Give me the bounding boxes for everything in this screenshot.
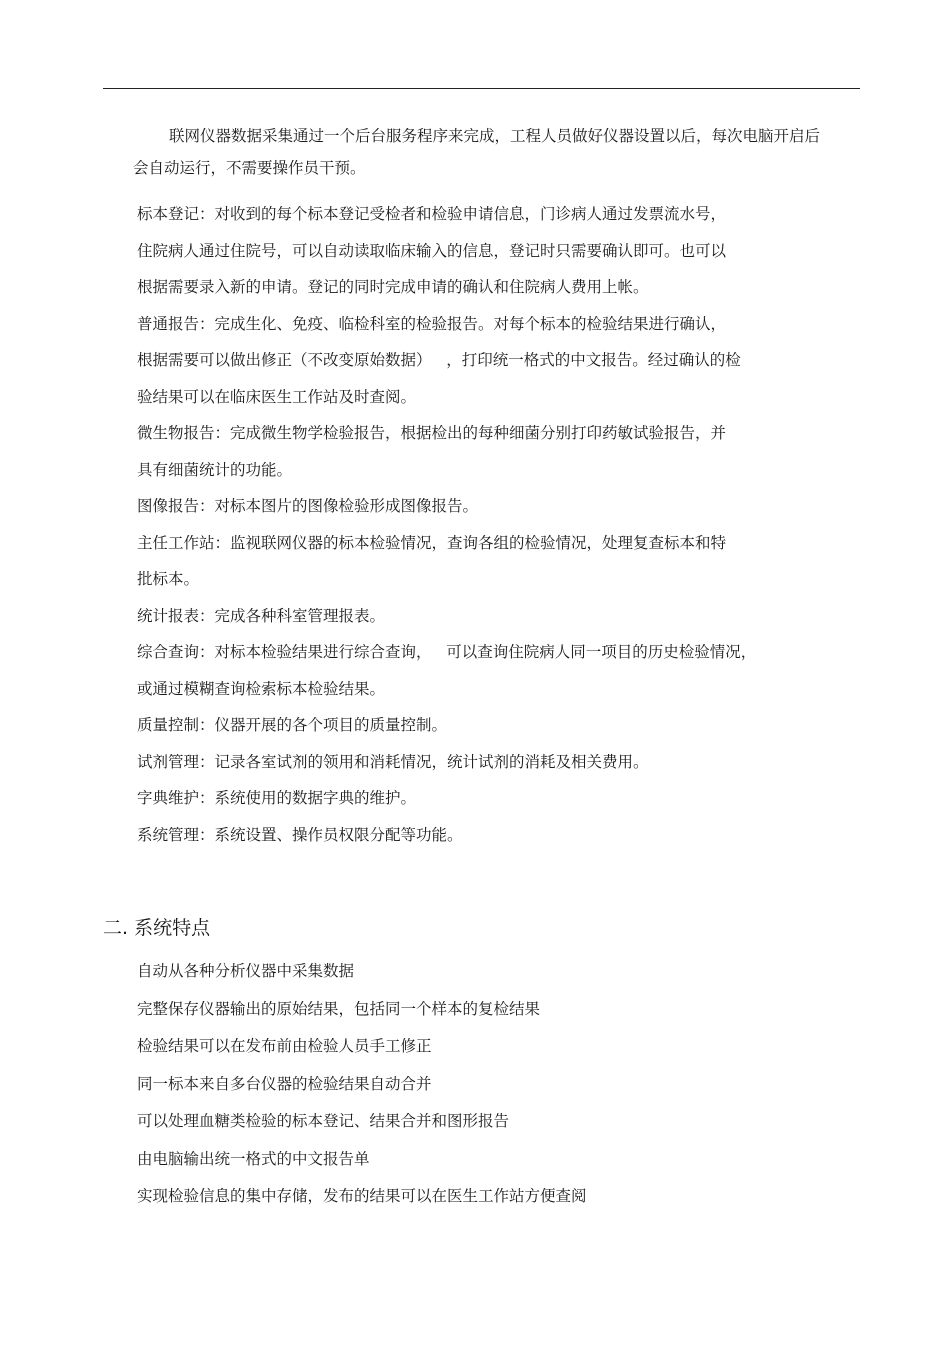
feature-line: 标本登记：对收到的每个标本登记受检者和检验申请信息，门诊病人通过发票流水号， xyxy=(137,205,727,223)
list-item: 可以处理血糖类检验的标本登记、结果合并和图形报告 xyxy=(137,1112,510,1130)
feature-line: 普通报告：完成生化、免疫、临检科室的检验报告。对每个标本的检验结果进行确认， xyxy=(137,314,727,333)
feature-dictionary-maintenance xyxy=(137,780,847,817)
feature-comprehensive-query xyxy=(137,634,847,707)
feature-line: 质量控制：仪器开展的各个项目的质量控制。 xyxy=(137,716,448,734)
feature-line: 字典维护：系统使用的数据字典的维护。 xyxy=(137,789,417,807)
feature-line: 根据需要可以做出修正（不改变原始数据） ，打印统一格式的中文报告。经过确认的检 xyxy=(137,351,741,369)
feature-line: 综合查询：对标本检验结果进行综合查询， 可以查询住院病人同一项目的历史检验情况， xyxy=(137,643,757,661)
feature-line: 根据需要录入新的申请。登记的同时完成申请的确认和住院病人费用上帐。 xyxy=(137,278,649,296)
feature-reagent-management xyxy=(137,744,847,781)
feature-line: 系统管理：系统设置、操作员权限分配等功能。 xyxy=(137,825,463,844)
feature-line: 图像报告：对标本图片的图像检验形成图像报告。 xyxy=(137,497,479,515)
list-item: 由电脑输出统一格式的中文报告单 xyxy=(137,1149,370,1168)
list-item: 自动从各种分析仪器中采集数据 xyxy=(137,962,355,980)
feature-system-management xyxy=(137,817,847,854)
feature-line: 住院病人通过住院号，可以自动读取临床输入的信息，登记时只需要确认即可。也可以 xyxy=(137,241,727,260)
feature-quality-control xyxy=(137,707,847,744)
feature-list xyxy=(137,196,847,853)
intro-text: 联网仪器数据采集通过一个后台服务程序来完成，工程人员做好仪器设置以后，每次电脑开启后会自动运行，不需要操作员干预。 xyxy=(133,127,821,177)
feature-image-report xyxy=(137,488,847,525)
feature-statistics-report xyxy=(137,598,847,635)
feature-line: 或通过模糊查询检索标本检验结果。 xyxy=(137,679,386,698)
section-heading: 二. 系统特点 xyxy=(103,917,211,939)
feature-microbiology-report xyxy=(137,415,847,488)
list-item: 实现检验信息的集中存储，发布的结果可以在医生工作站方便查阅 xyxy=(137,1187,587,1205)
feature-line: 具有细菌统计的功能。 xyxy=(137,460,293,479)
feature-line: 主任工作站：监视联网仪器的标本检验情况，查询各组的检验情况，处理复查标本和特 xyxy=(137,533,727,552)
list-item: 检验结果可以在发布前由检验人员手工修正 xyxy=(137,1037,432,1055)
feature-line: 批标本。 xyxy=(137,570,200,588)
feature-director-workstation xyxy=(137,525,847,598)
feature-line: 微生物报告：完成微生物学检验报告，根据检出的每种细菌分别打印药敏试验报告，并 xyxy=(137,424,727,442)
feature-general-report xyxy=(137,306,847,416)
trait-list xyxy=(137,953,837,1216)
feature-line: 统计报表：完成各种科室管理报表。 xyxy=(137,606,386,625)
list-item: 同一标本来自多台仪器的检验结果自动合并 xyxy=(137,1074,432,1093)
intro-paragraph xyxy=(133,120,833,184)
feature-line: 验结果可以在临床医生工作站及时查阅。 xyxy=(137,387,417,406)
feature-sample-registration xyxy=(137,196,847,306)
feature-line: 试剂管理：记录各室试剂的领用和消耗情况，统计试剂的消耗及相关费用。 xyxy=(137,752,649,771)
header-rule xyxy=(103,88,860,89)
list-item: 完整保存仪器输出的原始结果，包括同一个样本的复检结果 xyxy=(137,999,541,1018)
